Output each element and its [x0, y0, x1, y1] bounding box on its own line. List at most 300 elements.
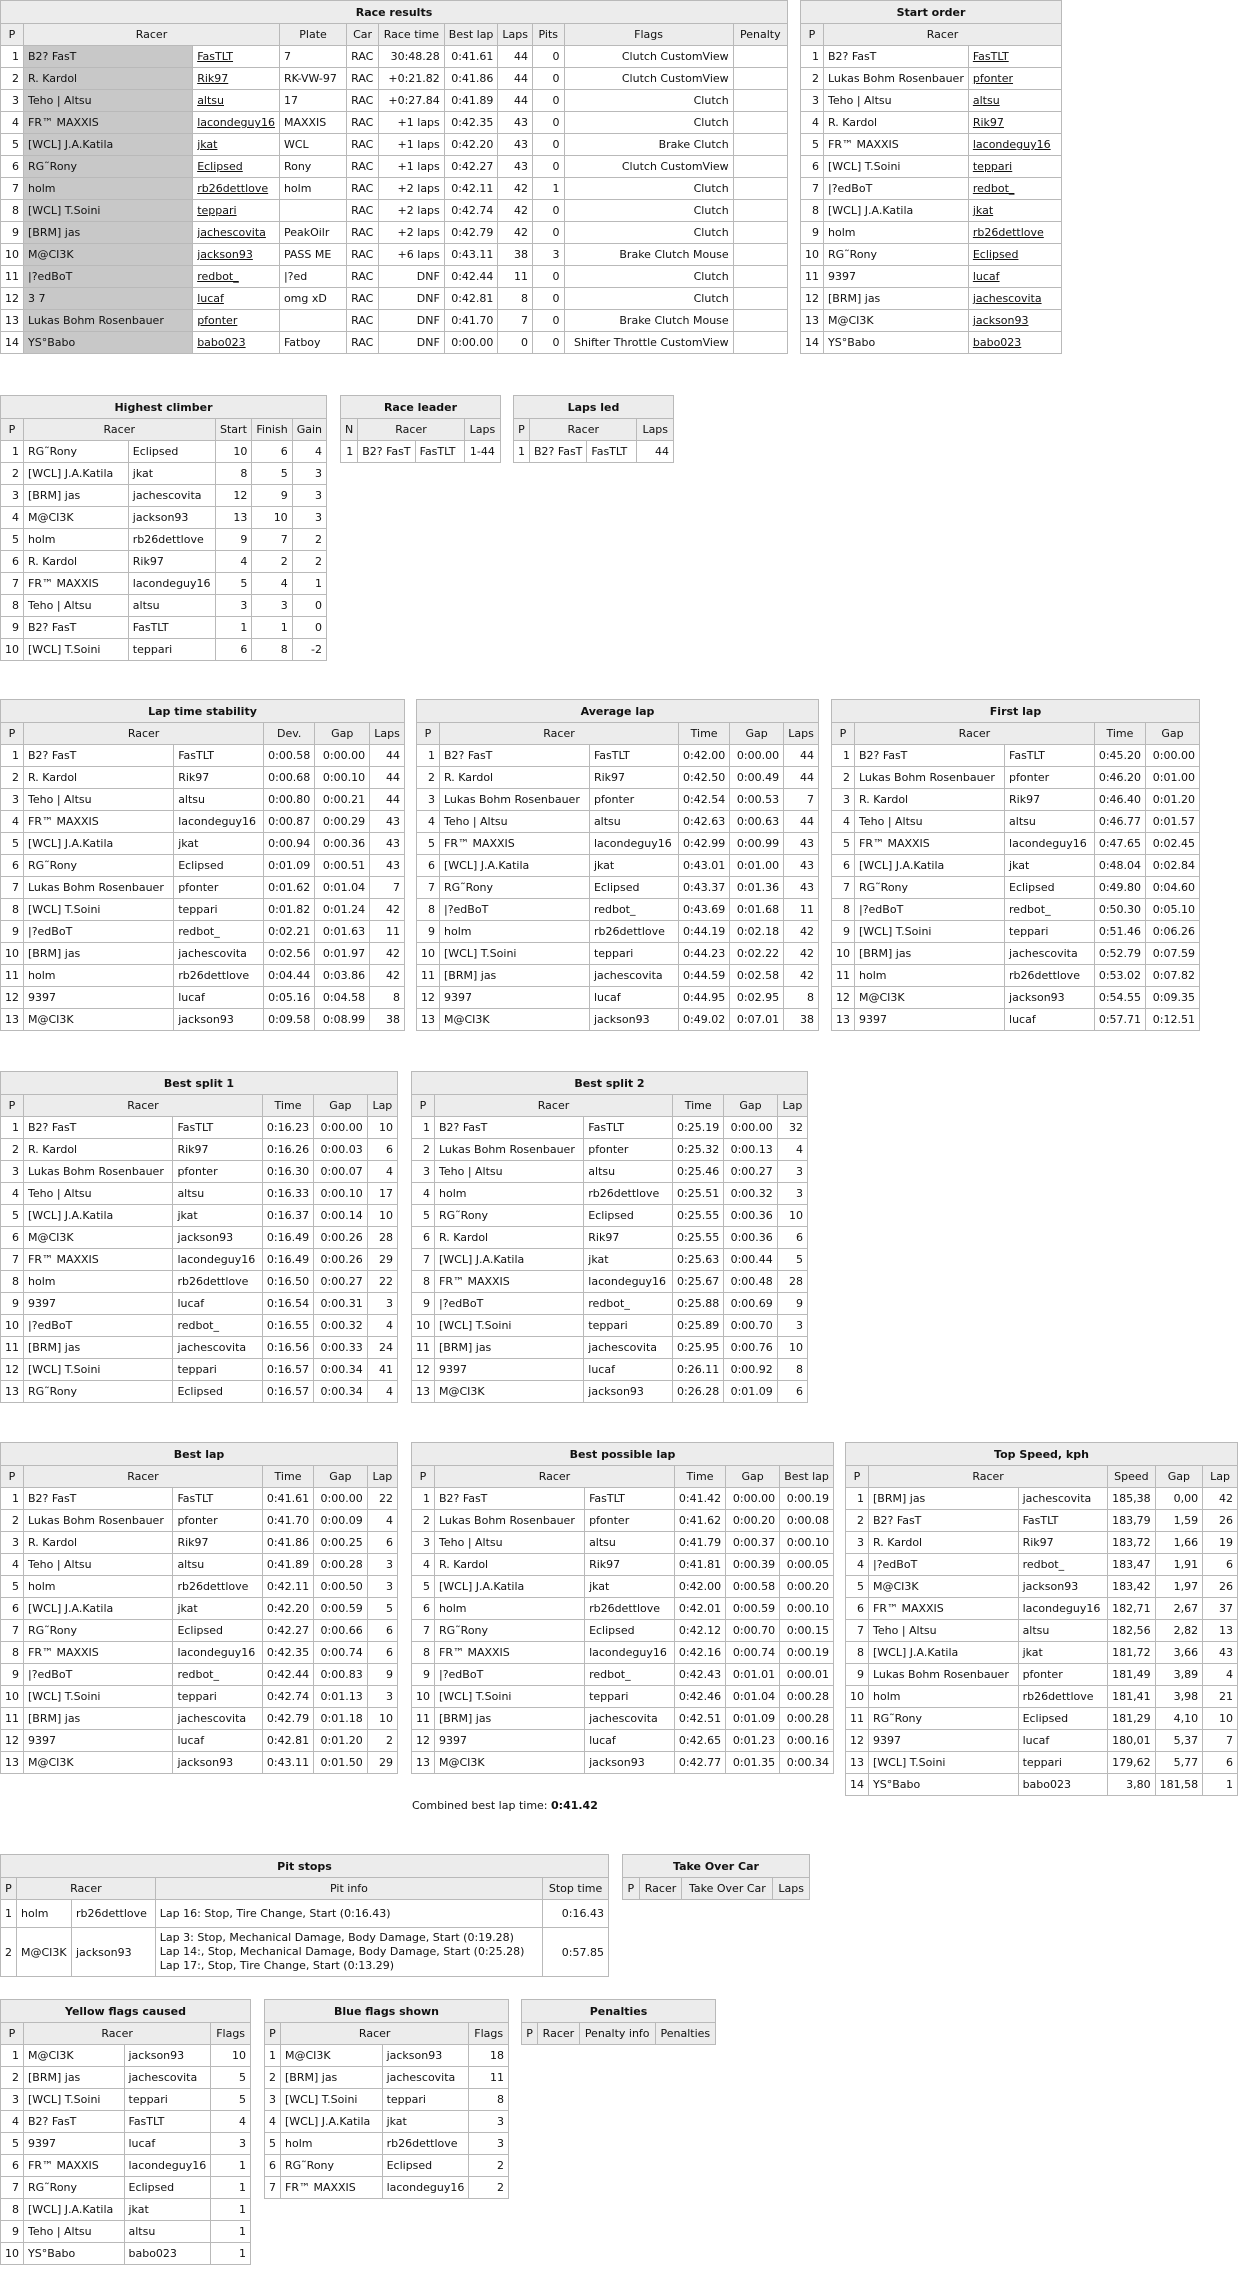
username-cell[interactable]	[968, 200, 1061, 222]
time-cell: 0:42.43	[674, 1664, 725, 1686]
lap-cell: 28	[367, 1227, 397, 1249]
laps-cell: 43	[370, 855, 405, 877]
racer-name-cell: [BRM] jas	[855, 943, 1005, 965]
table-row	[1, 573, 327, 595]
laps-cell: 11	[370, 921, 405, 943]
time-cell: 0:16.23	[262, 1117, 313, 1139]
position-cell: 13	[801, 310, 824, 332]
flags-cell: Clutch CustomView	[564, 156, 733, 178]
position-cell: 11	[832, 965, 855, 987]
col-header: P	[265, 2023, 281, 2045]
position-cell: 1	[1, 441, 24, 463]
racer-profile-link[interactable]: pfonter	[972, 72, 1014, 85]
position-cell: 13	[412, 1752, 435, 1774]
time-cell: 0:41.70	[262, 1510, 313, 1532]
username-cell: altsu	[1005, 811, 1095, 833]
plate-cell: Fatboy	[279, 332, 346, 354]
race-time-cell: DNF	[379, 332, 445, 354]
time-cell: 0:53.02	[1094, 965, 1145, 987]
username-cell[interactable]	[193, 90, 280, 112]
gap-cell: 0:01.13	[314, 1686, 368, 1708]
position-cell: 4	[801, 112, 824, 134]
col-header: P	[412, 1466, 435, 1488]
position-cell: 10	[1, 1686, 24, 1708]
col-header: P	[522, 2023, 538, 2045]
racer-name-cell: Teho | Altsu	[435, 1532, 585, 1554]
best-possible-lap-table	[411, 1442, 834, 1774]
time-cell: 0:42.44	[262, 1664, 313, 1686]
table-row	[801, 112, 1062, 134]
position-cell: 9	[1, 2221, 24, 2243]
racer-name-cell: holm	[855, 965, 1005, 987]
racer-profile-link[interactable]: jachescovita	[972, 292, 1042, 305]
table-row	[1, 1271, 398, 1293]
gap-cell: 0:01.35	[726, 1752, 780, 1774]
time-cell: 0:41.79	[674, 1532, 725, 1554]
username-cell[interactable]	[193, 46, 280, 68]
position-cell: 8	[1, 595, 24, 617]
position-cell: 2	[412, 1510, 435, 1532]
table-row	[412, 1664, 834, 1686]
lap-cell: 19	[1203, 1532, 1238, 1554]
col-header: P	[412, 1095, 435, 1117]
racer-profile-link[interactable]: jackson93	[972, 314, 1029, 327]
position-cell: 5	[1, 1576, 24, 1598]
username-cell[interactable]	[968, 134, 1061, 156]
username-cell[interactable]	[193, 134, 280, 156]
highest-climber-title: Highest climber	[1, 396, 327, 419]
username-cell[interactable]	[193, 200, 280, 222]
gap-cell: 0:00.34	[314, 1381, 368, 1403]
username-cell: jachescovita	[174, 943, 264, 965]
col-header: Racer	[435, 1095, 673, 1117]
table-row	[412, 1315, 808, 1337]
time-cell: 0:42.27	[262, 1620, 313, 1642]
col-header: Gap	[314, 1095, 368, 1117]
username-cell: lacondeguy16	[1005, 833, 1095, 855]
flags-cell: Brake Clutch Mouse	[564, 310, 733, 332]
racer-profile-link[interactable]: jachescovita	[197, 226, 266, 239]
racer-profile-link[interactable]: babo023	[197, 336, 246, 349]
racer-name-cell: FR™ MAXXIS	[435, 1642, 585, 1664]
col-header: Time	[262, 1466, 313, 1488]
position-cell: 4	[846, 1554, 869, 1576]
table-row	[1, 2111, 251, 2133]
racer-name-cell: [BRM] jas	[281, 2067, 383, 2089]
flags-cell: 8	[469, 2089, 509, 2111]
car-cell: RAC	[347, 112, 379, 134]
table-row	[801, 310, 1062, 332]
position-cell: 7	[846, 1620, 869, 1642]
racer-name-cell: FR™ MAXXIS	[824, 134, 969, 156]
racer-name-cell: M@CI3K	[855, 987, 1005, 1009]
racer-name-cell: M@CI3K	[24, 244, 193, 266]
position-cell: 8	[1, 1642, 24, 1664]
table-row	[412, 1554, 834, 1576]
gain-cell: 0	[292, 595, 326, 617]
best-lap-cell: 0:42.27	[444, 156, 498, 178]
racer-name-cell: R. Kardol	[24, 551, 129, 573]
gap-cell: 0:00.53	[730, 789, 784, 811]
position-cell: 3	[412, 1532, 435, 1554]
username-cell: jackson93	[585, 1752, 675, 1774]
pit-info-cell	[155, 1928, 542, 1977]
table-row	[1, 1928, 609, 1977]
username-cell[interactable]	[968, 68, 1061, 90]
dev-cell: 0:02.56	[264, 943, 315, 965]
username-cell[interactable]	[968, 222, 1061, 244]
car-cell: RAC	[347, 288, 379, 310]
average-lap-title: Average lap	[417, 700, 819, 723]
col-header: Time	[674, 1466, 725, 1488]
lap-cell: 10	[367, 1708, 397, 1730]
username-cell[interactable]	[968, 332, 1061, 354]
col-header: Plate	[279, 24, 346, 46]
col-header: Racer	[530, 419, 637, 441]
time-cell: 0:25.55	[673, 1205, 724, 1227]
racer-profile-link[interactable]: lucaf	[197, 292, 224, 305]
table-row	[412, 1620, 834, 1642]
racer-profile-link[interactable]: FasTLT	[972, 50, 1009, 63]
racer-profile-link[interactable]: rb26dettlove	[972, 226, 1044, 239]
username-cell: lacondeguy16	[124, 2155, 211, 2177]
racer-profile-link[interactable]: altsu	[197, 94, 224, 107]
table-row	[1, 767, 405, 789]
table-row	[846, 1554, 1238, 1576]
racer-name-cell: 9397	[24, 1293, 173, 1315]
lap-cell: 9	[367, 1664, 397, 1686]
col-header: Racer	[824, 24, 1062, 46]
gap-cell: 0:00.70	[724, 1315, 778, 1337]
racer-profile-link[interactable]: lucaf	[972, 270, 1000, 283]
username-cell[interactable]	[968, 310, 1061, 332]
time-cell: 0:52.79	[1094, 943, 1145, 965]
gap-cell: 0:00.28	[314, 1554, 368, 1576]
average-lap-table	[416, 699, 819, 1031]
username-cell: pfonter	[585, 1510, 675, 1532]
username-cell: rb26dettlove	[71, 1900, 155, 1928]
username-cell[interactable]	[193, 156, 280, 178]
position-cell: 8	[1, 1271, 24, 1293]
lap-cell: 2	[367, 1730, 397, 1752]
gap-cell: 0:01.18	[314, 1708, 368, 1730]
username-cell: lucaf	[173, 1730, 262, 1752]
username-cell[interactable]	[968, 244, 1061, 266]
gap-cell: 0:01.20	[1146, 789, 1200, 811]
race-time-cell: +1 laps	[379, 134, 445, 156]
position-cell: 10	[832, 943, 855, 965]
lap-cell: 21	[1203, 1686, 1238, 1708]
username-cell: teppari	[1005, 921, 1095, 943]
flags-cell: 4	[211, 2111, 251, 2133]
top-speed-title: Top Speed, kph	[846, 1443, 1238, 1466]
gap-cell: 0:00.48	[724, 1271, 778, 1293]
racer-name-cell: [WCL] J.A.Katila	[435, 1576, 585, 1598]
dev-cell: 0:05.16	[264, 987, 315, 1009]
gap-cell: 4,10	[1155, 1708, 1203, 1730]
position-cell: 2	[1, 463, 24, 485]
gap-cell: 0:00.33	[314, 1337, 368, 1359]
position-cell: 2	[846, 1510, 869, 1532]
racer-name-cell: B2? FasT	[435, 1488, 585, 1510]
table-row	[1, 1686, 398, 1708]
position-cell: 3	[801, 90, 824, 112]
racer-name-cell: Lukas Bohm Rosenbauer	[824, 68, 969, 90]
racer-name-cell: M@CI3K	[281, 2045, 383, 2067]
racer-name-cell: [BRM] jas	[24, 1708, 173, 1730]
laps-cell: 11	[784, 899, 819, 921]
position-cell: 13	[1, 1381, 24, 1403]
racer-name-cell: M@CI3K	[435, 1752, 585, 1774]
gap-cell: 0:02.58	[730, 965, 784, 987]
username-cell: lucaf	[589, 987, 678, 1009]
racer-profile-link[interactable]: redbot_	[972, 182, 1015, 195]
pit-stops-table	[0, 1854, 609, 1977]
position-cell: 4	[1, 1183, 24, 1205]
username-cell: FasTLT	[587, 441, 637, 463]
racer-profile-link[interactable]: redbot_	[197, 270, 239, 283]
car-cell: RAC	[347, 156, 379, 178]
racer-name-cell: RG˜Rony	[435, 1205, 584, 1227]
gap-cell: 0:01.50	[314, 1752, 368, 1774]
time-cell: 0:25.32	[673, 1139, 724, 1161]
position-cell: 12	[801, 288, 824, 310]
racer-profile-link[interactable]: Eclipsed	[972, 248, 1019, 261]
racer-name-cell: Teho | Altsu	[24, 595, 129, 617]
username-cell[interactable]	[968, 156, 1061, 178]
table-row	[265, 2067, 509, 2089]
position-cell: 2	[417, 767, 440, 789]
lap-cell: 1	[1203, 1774, 1238, 1796]
racer-name-cell: [WCL] J.A.Katila	[24, 2199, 125, 2221]
laps-cell: 44	[370, 789, 405, 811]
racer-profile-link[interactable]: rb26dettlove	[197, 182, 269, 195]
username-cell[interactable]	[968, 90, 1061, 112]
racer-profile-link[interactable]: Rik97	[972, 116, 1004, 129]
lap-cell: 6	[367, 1620, 397, 1642]
time-cell: 0:43.37	[679, 877, 730, 899]
pits-cell: 0	[533, 134, 565, 156]
lap-cell: 5	[367, 1598, 397, 1620]
lap-cell: 9	[777, 1293, 807, 1315]
table-row	[846, 1598, 1238, 1620]
table-row	[1, 2199, 251, 2221]
username-cell[interactable]	[193, 244, 280, 266]
col-header: Time	[1094, 723, 1145, 745]
gap-cell: 0:07.82	[1146, 965, 1200, 987]
position-cell: 3	[1, 789, 24, 811]
time-cell: 0:25.95	[673, 1337, 724, 1359]
position-cell: 7	[412, 1620, 435, 1642]
col-header: Pits	[533, 24, 565, 46]
username-cell: FasTLT	[124, 2111, 211, 2133]
best-lap-cell: 0:00.01	[780, 1664, 834, 1686]
best-lap-cell: 0:42.81	[444, 288, 498, 310]
finish-cell: 7	[252, 529, 292, 551]
racer-profile-link[interactable]: jkat	[197, 138, 218, 151]
gap-cell: 0:02.95	[730, 987, 784, 1009]
laps-cell: 8	[498, 288, 533, 310]
time-cell: 0:41.86	[262, 1532, 313, 1554]
racer-name-cell: [BRM] jas	[24, 2067, 125, 2089]
gain-cell: 3	[292, 485, 326, 507]
time-cell: 0:16.54	[262, 1293, 313, 1315]
racer-profile-link[interactable]: lacondeguy16	[972, 138, 1051, 151]
racer-name-cell: [BRM] jas	[435, 1708, 585, 1730]
table-row	[417, 943, 819, 965]
racer-profile-link[interactable]: Eclipsed	[197, 160, 243, 173]
racer-profile-link[interactable]: teppari	[197, 204, 237, 217]
racer-profile-link[interactable]: teppari	[972, 160, 1013, 173]
best-possible-lap-panel	[411, 1442, 834, 1774]
dev-cell: 0:00.94	[264, 833, 315, 855]
table-row	[412, 1249, 808, 1271]
username-cell[interactable]	[193, 332, 280, 354]
table-row	[417, 987, 819, 1009]
username-cell[interactable]	[193, 288, 280, 310]
username-cell[interactable]	[193, 178, 280, 200]
table-row	[1, 156, 788, 178]
racer-name-cell: 9397	[24, 1730, 173, 1752]
position-cell: 10	[412, 1315, 435, 1337]
race-results-table	[0, 0, 788, 354]
gap-cell: 0:00.10	[315, 767, 370, 789]
dev-cell: 0:00.87	[264, 811, 315, 833]
best-lap-cell: 0:00.34	[780, 1752, 834, 1774]
table-row	[1, 943, 405, 965]
col-header: Start	[215, 419, 252, 441]
start-order-title: Start order	[801, 1, 1062, 24]
username-cell: jkat	[589, 855, 678, 877]
racer-profile-link[interactable]: jackson93	[197, 248, 253, 261]
gap-cell: 3,98	[1155, 1686, 1203, 1708]
position-cell: 14	[801, 332, 824, 354]
laps-cell: 43	[498, 156, 533, 178]
username-cell: altsu	[173, 1554, 262, 1576]
race-leader-title: Race leader	[341, 396, 501, 419]
car-cell: RAC	[347, 134, 379, 156]
gap-cell: 1,66	[1155, 1532, 1203, 1554]
position-cell: 4	[1, 1554, 24, 1576]
laps-cell: 43	[498, 134, 533, 156]
username-cell: lacondeguy16	[584, 1271, 673, 1293]
gap-cell: 0:00.59	[726, 1598, 780, 1620]
racer-profile-link[interactable]: altsu	[972, 94, 1000, 107]
position-cell: 8	[832, 899, 855, 921]
laps-cell: 43	[784, 877, 819, 899]
table-row	[1, 877, 405, 899]
col-header: Gap	[724, 1095, 778, 1117]
table-row	[801, 244, 1062, 266]
username-cell[interactable]	[193, 310, 280, 332]
best-lap-cell: 0:43.11	[444, 244, 498, 266]
table-row	[412, 1510, 834, 1532]
racer-name-cell: B2? FasT	[869, 1510, 1019, 1532]
plate-cell: |?ed	[279, 266, 346, 288]
col-header: Speed	[1108, 1466, 1156, 1488]
time-cell: 0:25.89	[673, 1315, 724, 1337]
col-header: Lap	[1203, 1466, 1238, 1488]
time-cell: 0:49.80	[1094, 877, 1145, 899]
racer-profile-link[interactable]: lacondeguy16	[197, 116, 275, 129]
time-cell: 0:42.00	[679, 745, 730, 767]
time-cell: 0:44.23	[679, 943, 730, 965]
username-cell: Eclipsed	[173, 1381, 262, 1403]
racer-profile-link[interactable]: jkat	[972, 204, 994, 217]
blue-flags-panel	[264, 1999, 509, 2199]
position-cell: 1	[1, 1117, 24, 1139]
racer-name-cell: Lukas Bohm Rosenbauer	[24, 1510, 173, 1532]
racer-profile-link[interactable]: FasTLT	[197, 50, 234, 63]
pits-cell: 0	[533, 112, 565, 134]
racer-profile-link[interactable]: Rik97	[197, 72, 229, 85]
gap-cell: 3,66	[1155, 1642, 1203, 1664]
username-cell[interactable]	[193, 112, 280, 134]
username-cell[interactable]	[968, 178, 1061, 200]
username-cell: jackson93	[584, 1381, 673, 1403]
username-cell: jkat	[173, 1205, 262, 1227]
username-cell[interactable]	[968, 266, 1061, 288]
gap-cell: 5,37	[1155, 1730, 1203, 1752]
username-cell: Eclipsed	[589, 877, 678, 899]
combined-best-lap-value: 0:41.42	[551, 1799, 598, 1812]
username-cell[interactable]	[193, 222, 280, 244]
racer-name-cell: holm	[24, 178, 193, 200]
race-leader-panel	[340, 395, 501, 463]
table-row	[1, 1359, 398, 1381]
table-row	[1, 134, 788, 156]
position-cell: 1	[1, 46, 24, 68]
gap-cell: 0:00.37	[726, 1532, 780, 1554]
username-cell: teppari	[128, 639, 215, 661]
position-cell: 1	[514, 441, 530, 463]
position-cell: 11	[1, 266, 24, 288]
time-cell: 0:50.30	[1094, 899, 1145, 921]
start-cell: 3	[215, 595, 252, 617]
position-cell: 6	[1, 1598, 24, 1620]
racer-name-cell: 9397	[440, 987, 590, 1009]
table-row	[1, 1315, 398, 1337]
username-cell: pfonter	[1005, 767, 1095, 789]
username-cell[interactable]	[968, 46, 1061, 68]
username-cell[interactable]	[193, 266, 280, 288]
username-cell: rb26dettlove	[1018, 1686, 1108, 1708]
racer-profile-link[interactable]: pfonter	[197, 314, 238, 327]
gap-cell: 0:01.57	[1146, 811, 1200, 833]
username-cell[interactable]	[193, 68, 280, 90]
username-cell: rb26dettlove	[589, 921, 678, 943]
lap-cell: 5	[777, 1249, 807, 1271]
username-cell[interactable]	[968, 288, 1061, 310]
position-cell: 2	[1, 1510, 24, 1532]
racer-name-cell: FR™ MAXXIS	[24, 1642, 173, 1664]
table-row	[846, 1686, 1238, 1708]
lap-cell: 10	[367, 1205, 397, 1227]
position-cell: 3	[412, 1161, 435, 1183]
username-cell: lacondeguy16	[128, 573, 215, 595]
col-header: Racer	[24, 723, 264, 745]
username-cell[interactable]	[968, 112, 1061, 134]
racer-name-cell: [WCL] T.Soini	[24, 899, 174, 921]
flags-cell: Shifter Throttle CustomView	[564, 332, 733, 354]
position-cell: 9	[1, 617, 24, 639]
racer-profile-link[interactable]: babo023	[972, 336, 1022, 349]
racer-name-cell: holm	[435, 1598, 585, 1620]
lap-cell: 3	[777, 1183, 807, 1205]
table-row	[417, 811, 819, 833]
time-cell: 0:25.63	[673, 1249, 724, 1271]
table-row	[1, 595, 327, 617]
